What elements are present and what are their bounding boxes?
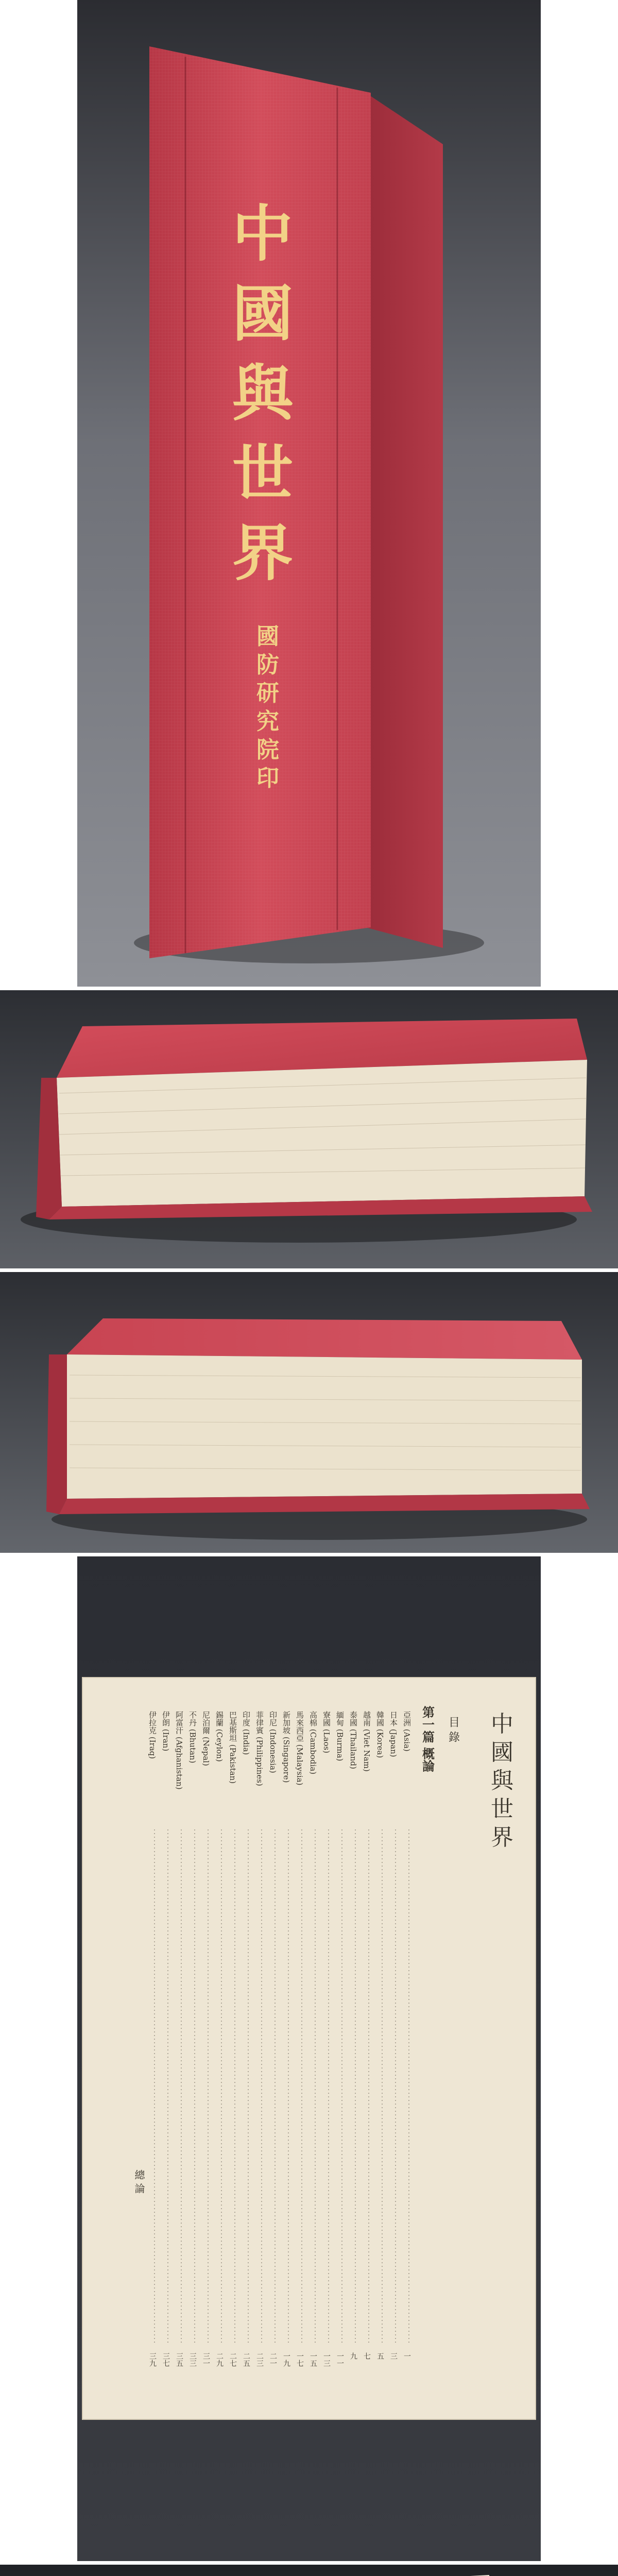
- photo-open-book-1: [0, 2565, 618, 2576]
- page-title-char: 國: [491, 1739, 513, 1766]
- toc-entry: 緬甸 (Burma): [335, 1711, 345, 1761]
- mulu-label: 目 錄: [447, 1716, 460, 1742]
- page: [82, 1677, 536, 2419]
- spine-publisher-char: 國: [256, 623, 279, 650]
- spine-publisher-char: 防: [256, 652, 279, 678]
- spine-publisher-char: 研: [256, 680, 279, 706]
- toc-entry: 伊拉克 (Iraq): [148, 1711, 157, 1759]
- toc-entry: 印度 (India): [242, 1711, 251, 1755]
- photo-spine-upright: [0, 0, 618, 987]
- toc-page-number: 一五: [309, 2352, 317, 2367]
- page-vertical-title: [491, 1711, 515, 1851]
- toc-entry: 越南 (Viet Nam): [362, 1711, 371, 1772]
- toc-page-number: 三五: [175, 2352, 183, 2367]
- toc-page-number: 三七: [162, 2352, 170, 2367]
- back-cover-edge: [366, 93, 443, 948]
- toc-page-number: 一九: [282, 2352, 290, 2367]
- section-heading: 第一篇 概論: [420, 1706, 435, 1772]
- spine-title-char: 國: [232, 278, 294, 349]
- spine-title-char: 世: [232, 437, 294, 509]
- toc-entry: 伊朗 (Iran): [161, 1711, 170, 1752]
- page-title-char: 與: [491, 1768, 513, 1794]
- toc-page-number: 三一: [202, 2352, 210, 2367]
- spine-title: [232, 198, 297, 589]
- toc-entry: 錫蘭 (Ceylon): [215, 1711, 224, 1762]
- toc-page-number: 一: [403, 2352, 411, 2360]
- page-title-char: 中: [491, 1711, 513, 1737]
- toc-entry: 巴基斯坦 (Pakistan): [228, 1711, 237, 1784]
- toc-entry: 日本 (Japan): [389, 1711, 398, 1757]
- front-cover: [67, 1318, 582, 1360]
- toc-entry: 韓國 (Korea): [375, 1711, 385, 1758]
- toc-page-number: 二一: [269, 2352, 277, 2367]
- toc-page-number: 二七: [229, 2352, 237, 2367]
- toc-entry: 馬來西亞 (Malaysia): [295, 1711, 304, 1786]
- spine-title-char: 中: [232, 198, 294, 269]
- toc-page-number: 五: [376, 2352, 384, 2360]
- toc-page-number: 一三: [322, 2352, 331, 2367]
- photo-book-flat-2: [0, 1272, 618, 1553]
- page-block: [57, 1060, 587, 1207]
- toc-page-number: 二五: [242, 2352, 250, 2367]
- toc-page-number: 三三: [188, 2352, 197, 2367]
- photo-book-flat-1: [0, 990, 618, 1268]
- page-title-char: 世: [491, 1796, 513, 1822]
- spine-title-char: 與: [232, 358, 294, 429]
- page-title-char: 界: [491, 1824, 513, 1851]
- toc-page-number: 九: [349, 2352, 357, 2360]
- toc-entry: 新加坡 (Singapore): [282, 1711, 291, 1783]
- toc-entry: 尼泊爾 (Nepal): [201, 1711, 211, 1766]
- toc-page-number: 一七: [296, 2352, 304, 2367]
- spine-publisher-char: 究: [256, 708, 279, 735]
- toc-entry: 阿富汗 (Afghanistan): [175, 1711, 184, 1790]
- toc-page-number: 三九: [148, 2352, 157, 2367]
- backdrop: [0, 2565, 618, 2576]
- toc-entry: 印尼 (Indonesia): [268, 1711, 278, 1773]
- toc-entry: 亞洲 (Asia): [402, 1711, 411, 1752]
- toc-page-number: 三: [389, 2352, 398, 2360]
- toc-page-number: 一一: [336, 2352, 344, 2367]
- toc-entry: 菲律賓 (Philippines): [255, 1711, 264, 1786]
- photo-contents-page: [0, 1556, 618, 2561]
- toc-page-number: 二九: [215, 2352, 224, 2367]
- spine-title-char: 界: [232, 517, 294, 589]
- zongshuo-label: 總 論: [133, 2170, 145, 2194]
- toc-entry: 泰國 (Thailand): [349, 1711, 358, 1769]
- toc-entry: 不丹 (Bhutan): [188, 1711, 197, 1764]
- toc-page-number: 二三: [255, 2352, 264, 2367]
- toc-entry: 高棉 (Cambodia): [308, 1711, 318, 1775]
- spine-publisher-char: 印: [256, 765, 279, 791]
- toc-page-number: 七: [363, 2352, 371, 2360]
- spine-photo-svg: [0, 0, 618, 987]
- spine-publisher-char: 院: [256, 737, 279, 763]
- toc-entry: 寮國 (Laos): [322, 1711, 331, 1754]
